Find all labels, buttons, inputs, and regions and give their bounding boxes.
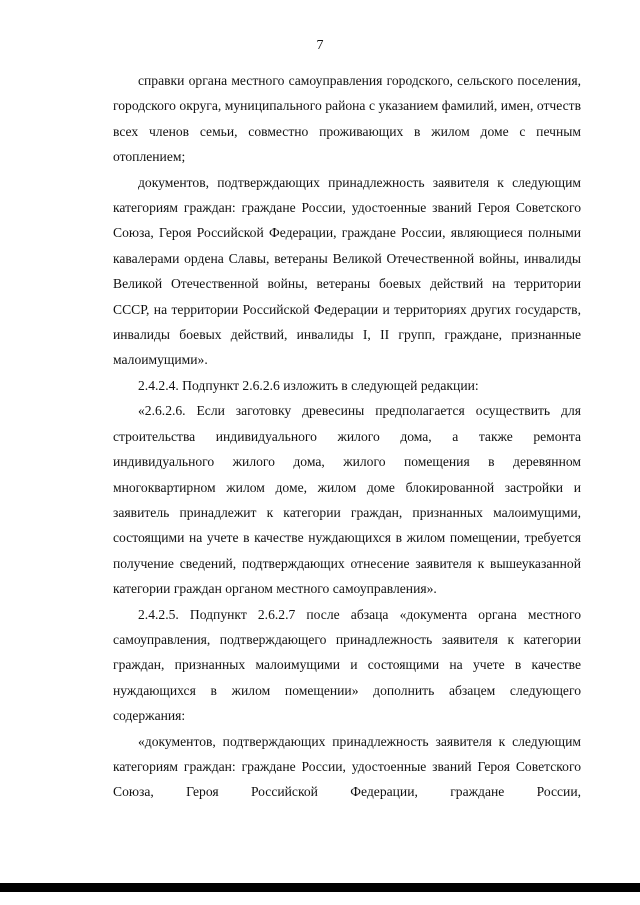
page-number: 7 — [316, 38, 324, 53]
scan-bottom-edge — [0, 883, 640, 892]
paragraph-certificate: справки органа местного самоуправления городского, сельского поселения, городского округа, муниципального района с указанием фамилий, имен, отчеств всех членов семьи, совместно проживающих в жилом доме с печным отоплением; — [113, 73, 581, 165]
paragraph-documents-categories: документов, подтверждающих принадлежность заявителя к следующим категориям граждан: граждане России, удостоенные званий Героя Советского Союза, Героя Российской Федерации, граждане России, являющиеся полными кавалерами ордена Славы, ветераны Великой Отечественной войны, инвалиды Великой Отечественной войны, ветераны боевых действий на территории СССР, на территории Российской Федерации и территориях других государств, инвалиды боевых действий, инвалиды I, II групп, граждане, признанные малоимущими». — [113, 174, 581, 368]
paragraph-2-6-2-6: «2.6.2.6. Если заготовку древесины предполагается осуществить для строительства индивидуального жилого дома, а также ремонта индивидуального жилого дома, жилого помещения в деревянном многоквартирном жилом доме, жилом доме блокированной застройки и заявитель принадлежит к категории граждан, признанных малоимущими, состоящими на учете в качестве нуждающихся в жилом помещении, требуется получение сведений, подтверждающих отнесение заявителя к вышеуказанной категории граждан органом местного самоуправления». — [113, 403, 581, 597]
document-body — [113, 68, 581, 805]
paragraph-2-4-2-4: 2.4.2.4. Подпункт 2.6.2.6 изложить в следующей редакции: — [138, 377, 479, 393]
paragraph-documents-continued: «документов, подтверждающих принадлежность заявителя к следующим категориям граждан: граждане России, удостоенные званий Героя Советского Союза, Героя Российской Федерации, граждане России, — [113, 733, 581, 800]
paragraph-2-4-2-5: 2.4.2.5. Подпункт 2.6.2.7 после абзаца «документа органа местного самоуправления, подтверждающего принадлежность заявителя к категории граждан, признанных малоимущими и состоящими на учете в качестве нуждающихся в жилом помещении» дополнить абзацем следующего содержания: — [113, 606, 581, 724]
